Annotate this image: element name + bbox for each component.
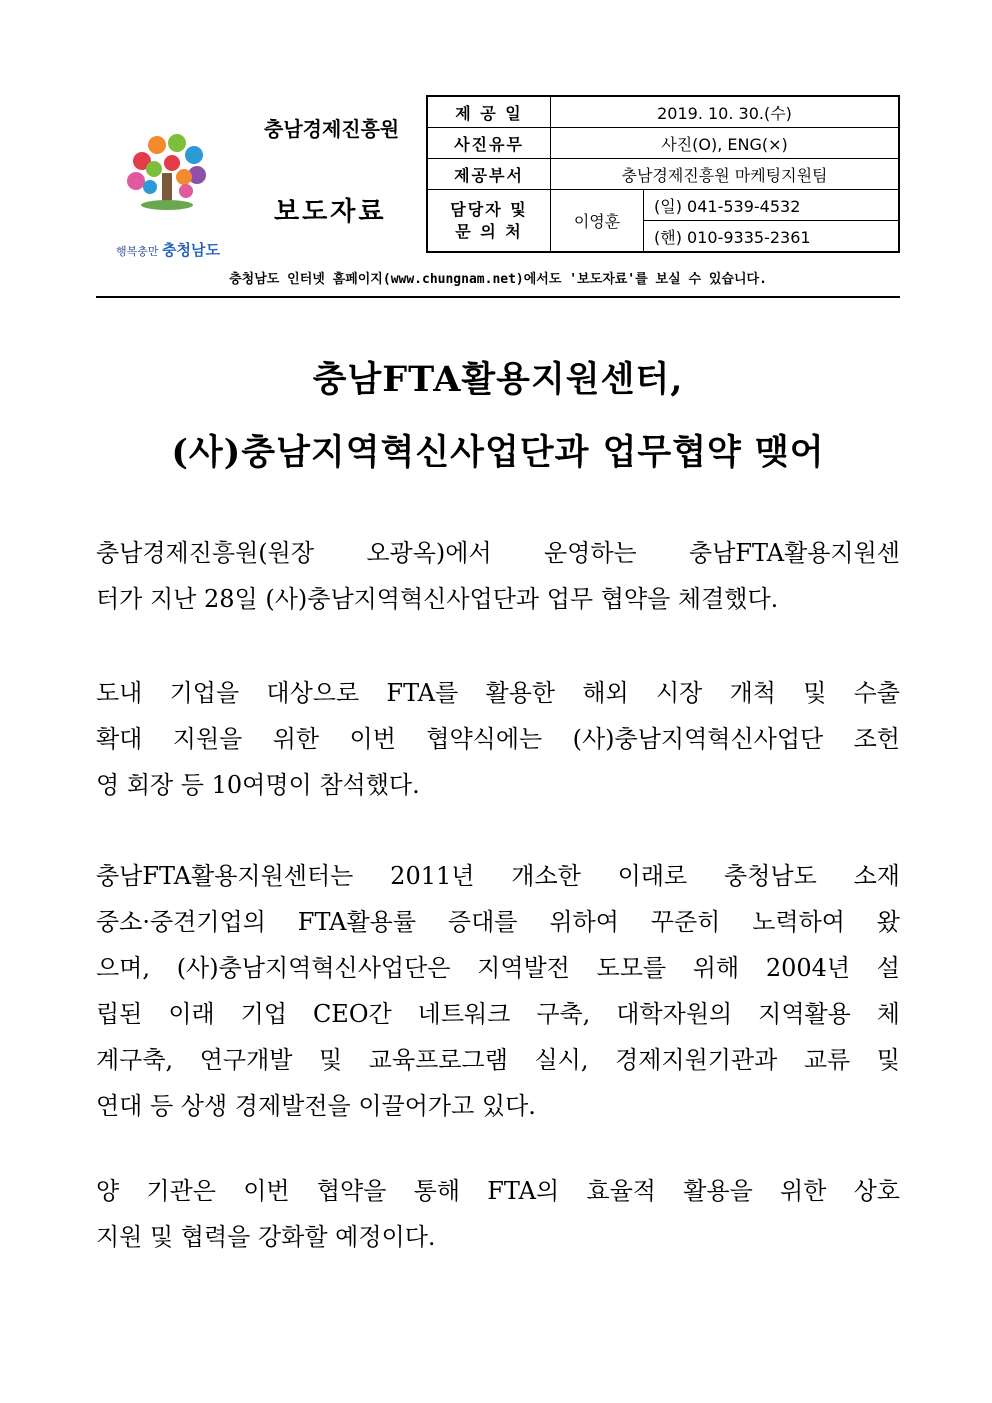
photo-value: 사진(O), ENG(×)	[551, 128, 900, 159]
date-value: 2019. 10. 30.(수)	[551, 96, 900, 128]
release-info-table	[426, 95, 900, 253]
dept-value: 충남경제진흥원 마케팅지원팀	[551, 159, 900, 190]
paragraph-line: 중소·중견기업의 FTA활용률 증대를 위하여 꾸준히 노력하여 왔	[96, 908, 900, 936]
info-row-dept	[427, 159, 899, 190]
release-label: 보도자료	[274, 197, 387, 227]
org-name: 충남경제진흥원	[264, 117, 400, 141]
homepage-notice: 충청남도 인터넷 홈페이지(www.chungnam.net)에서도 '보도자료'를 보실 수 있습니다.	[229, 272, 767, 287]
paragraph-line: 계구축, 연구개발 및 교육프로그램 실시, 경제지원기관과 교류 및	[96, 1046, 900, 1074]
paragraph-line: 연대 등 상생 경제발전을 이끌어가고 있다.	[96, 1092, 536, 1120]
paragraph-4	[96, 1168, 900, 1260]
photo-label: 사진유무	[427, 128, 551, 159]
paragraph-line: 충남FTA활용지원센터는 2011년 개소한 이래로 충청남도 소재	[96, 862, 900, 890]
chungnam-logo	[102, 131, 232, 259]
date-label: 제 공 일	[427, 96, 551, 128]
paragraph-2	[96, 670, 900, 808]
headline-line1: 충남FTA활용지원센터,	[312, 359, 684, 400]
paragraph-line: 립된 이래 기업 CEO간 네트워크 구축, 대학자원의 지역활용 체	[96, 1000, 900, 1028]
paragraph-line: 으며, (사)충남지역혁신사업단은 지역발전 도모를 위해 2004년 설	[96, 954, 900, 982]
paragraph-line: 영 회장 등 10여명이 참석했다.	[96, 771, 420, 799]
tree-logo-icon	[102, 131, 232, 211]
info-row-photo	[427, 128, 899, 159]
header-divider	[96, 296, 900, 298]
headline-line2: (사)충남지역혁신사업단과 업무협약 맺어	[171, 432, 825, 473]
contact-label-line1: 담당자 및	[450, 199, 528, 219]
dept-label: 제공부서	[427, 159, 551, 190]
phone-mobile: (핸) 010-9335-2361	[644, 221, 900, 253]
contact-label	[427, 190, 551, 253]
phone-office: (일) 041-539-4532	[644, 190, 900, 221]
logo-slogan: 행복충만	[116, 245, 159, 258]
paragraph-line: 충남경제진흥원(원장 오광옥)에서 운영하는 충남FTA활용지원센	[96, 539, 900, 567]
logo-region: 충청남도	[162, 241, 220, 259]
paragraph-line: 양 기관은 이번 협약을 통해 FTA의 효율적 활용을 위한 상호	[96, 1177, 900, 1205]
info-row-date	[427, 96, 899, 128]
paragraph-line: 확대 지원을 위한 이번 협약식에는 (사)충남지역혁신사업단 조헌	[96, 725, 900, 753]
paragraph-3	[96, 853, 900, 1129]
paragraph-line: 도내 기업을 대상으로 FTA를 활용한 해외 시장 개척 및 수출	[96, 679, 900, 707]
contact-name: 이영훈	[551, 190, 644, 253]
press-header	[96, 95, 900, 261]
paragraph-line: 터가 지난 28일 (사)충남지역혁신사업단과 업무 협약을 체결했다.	[96, 585, 779, 613]
paragraph-1	[96, 530, 900, 622]
contact-label-line2: 문 의 처	[455, 221, 523, 241]
info-row-contact	[427, 190, 899, 221]
logo-caption	[116, 239, 220, 260]
paragraph-line: 지원 및 협력을 강화할 예정이다.	[96, 1223, 436, 1251]
